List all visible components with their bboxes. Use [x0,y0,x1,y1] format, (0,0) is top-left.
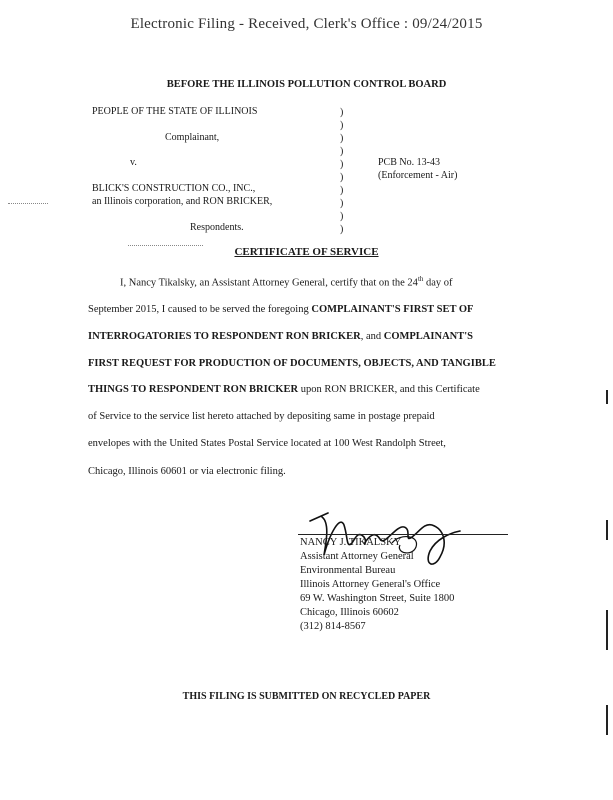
document-title: CERTIFICATE OF SERVICE [234,246,379,258]
caption-paren: ) [340,107,344,118]
court-name: BEFORE THE ILLINOIS POLLUTION CONTROL BOARD [166,79,447,90]
attorney-bureau: Environmental Bureau [300,565,396,576]
caption-paren: ) [340,146,344,157]
body-line: of Service to the service list hereto attached by depositing same in postage prepaid [88,411,435,422]
body-line: FIRST REQUEST FOR PRODUCTION OF DOCUMENTS, OBJECTS, AND TANGIBLE [88,358,496,369]
attorney-office: Illinois Attorney General's Office [300,579,441,590]
body-line: envelopes with the United States Postal Service located at 100 West Randolph Street, [88,438,446,449]
case-number: PCB No. 13-43 [378,157,440,168]
caption-paren: ) [340,159,344,170]
body-line: September 2015, I caused to be served the foregoing COMPLAINANT'S FIRST SET OF [88,304,474,315]
defendant-name: BLICK'S CONSTRUCTION CO., INC., [92,183,256,194]
plaintiff-name: PEOPLE OF THE STATE OF ILLINOIS [92,106,258,117]
attorney-name: NANCY J. TIKALSKY [300,537,402,548]
scan-edge-mark [606,705,608,735]
scan-edge-mark [606,390,608,404]
signature-line [298,534,508,535]
caption-paren: ) [340,120,344,131]
body-line: I, Nancy Tikalsky, an Assistant Attorney General, certify that on the 24th day of [120,275,453,289]
case-type: (Enforcement - Air) [378,170,458,181]
scan-edge-mark [606,520,608,540]
caption-paren: ) [340,172,344,183]
scan-edge-mark [606,610,608,650]
attorney-city: Chicago, Illinois 60602 [300,607,399,618]
caption-paren: ) [340,185,344,196]
versus-label: v. [130,157,137,168]
body-line: THINGS TO RESPONDENT RON BRICKER upon RON BRICKER, and this Certificate [88,384,480,395]
attorney-street: 69 W. Washington Street, Suite 1800 [300,593,455,604]
caption-paren: ) [340,198,344,209]
caption-paren: ) [340,224,344,235]
complainant-label: Complainant, [165,132,220,143]
defendant-description: an Illinois corporation, and RON BRICKER, [92,196,273,207]
attorney-title: Assistant Attorney General [300,551,414,562]
body-line: Chicago, Illinois 60601 or via electronic filing. [88,466,286,477]
caption-paren: ) [340,133,344,144]
respondents-label: Respondents. [190,222,244,233]
recycled-paper-notice: THIS FILING IS SUBMITTED ON RECYCLED PAPER [182,691,431,702]
filing-stamp-header: Electronic Filing - Received, Clerk's Office : 09/24/2015 [130,16,483,32]
body-line: INTERROGATORIES TO RESPONDENT RON BRICKER, and COMPLAINANT'S [88,331,473,342]
scan-artifact [8,203,48,205]
attorney-phone: (312) 814-8567 [300,621,366,632]
ordinal-suffix: th [417,275,424,283]
caption-paren: ) [340,211,344,222]
